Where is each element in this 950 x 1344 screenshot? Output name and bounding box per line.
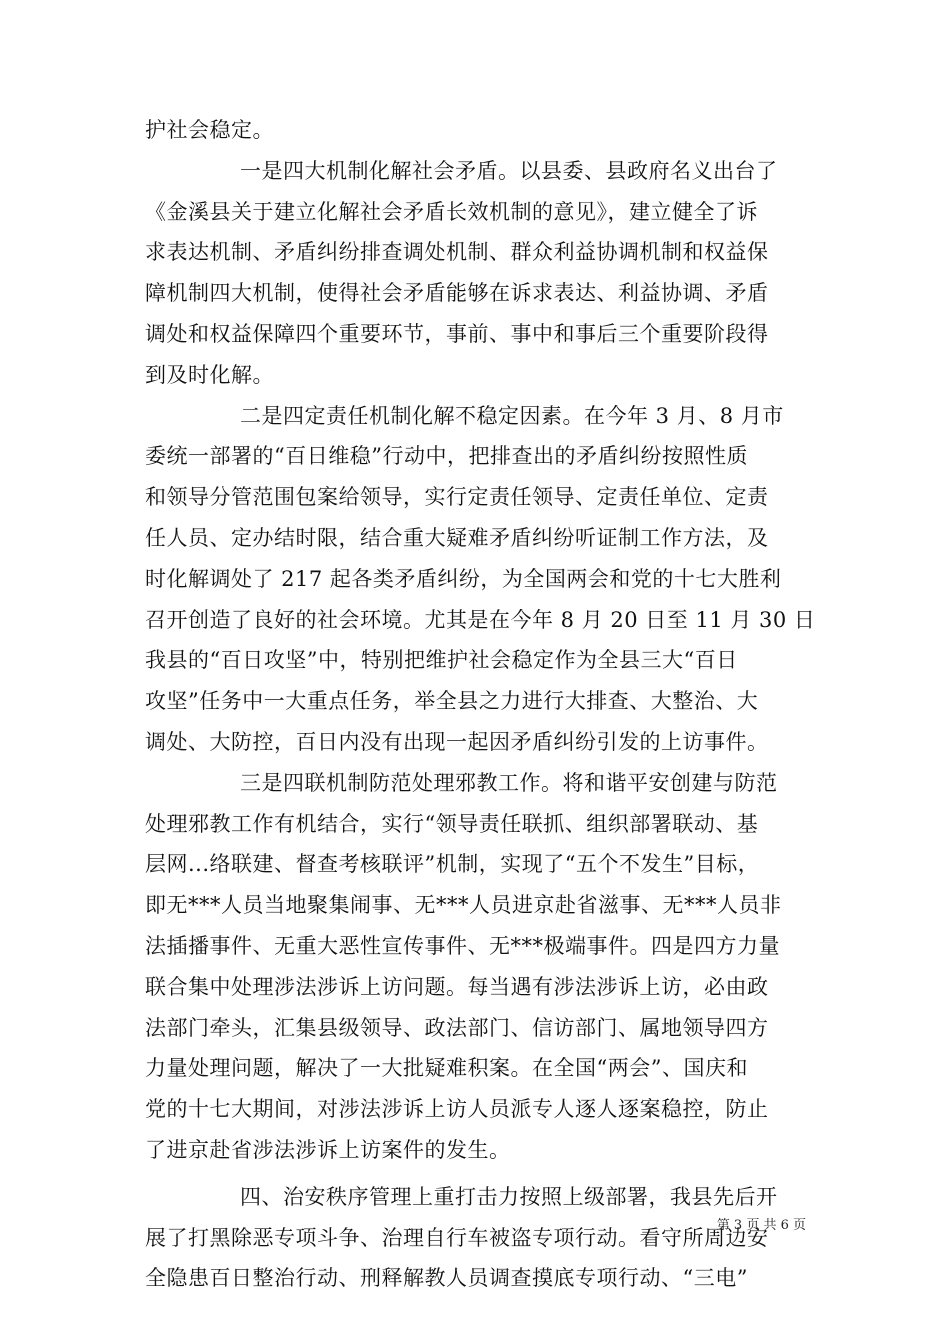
paragraph-start-line: 一是四大机制化解社会矛盾。以县委、县政府名义出台了 — [240, 158, 778, 183]
text-line: 《金溪县关于建立化解社会矛盾长效机制的意见》，建立健全了诉 — [145, 199, 758, 224]
text-line: 和领导分管范围包案给领导，实行定责任领导、定责任单位、定责 — [145, 485, 769, 510]
text-line: 求表达机制、矛盾纠纷排查调处机制、群众利益协调机制和权益保 — [145, 240, 769, 265]
text-line: 处理邪教工作有机结合，实行“领导责任联抓、组织部署联动、基 — [145, 811, 759, 836]
text-line: 召开创造了良好的社会环境。尤其是在今年 8 月 20 日至 11 月 30 日 — [145, 607, 816, 632]
text-line: 任人员、定办结时限，结合重大疑难矛盾纠纷听证制工作方法，及 — [145, 525, 769, 550]
text-line: 到及时化解。 — [145, 362, 274, 387]
text-line: 层网...络联建、督查考核联评”机制，实现了“五个不发生”目标， — [145, 852, 760, 877]
document-body — [145, 110, 816, 1299]
text-line: 委统一部署的“百日维稳”行动中，把排查出的矛盾纠纷按照性质 — [145, 444, 748, 469]
paragraph-start-line: 三是四联机制防范处理邪教工作。将和谐平安创建与防范 — [240, 770, 778, 795]
text-line: 全隐患百日整治行动、刑释解教人员调查摸底专项行动、“三电” — [145, 1266, 748, 1291]
text-line: 即无***人员当地聚集闹事、无***人员进京赴省滋事、无***人员非 — [145, 893, 782, 918]
text-line: 攻坚”任务中一大重点任务，举全县之力进行大排查、大整治、大 — [145, 689, 759, 714]
text-line: 护社会稳定。 — [145, 118, 274, 142]
paragraph-start-line: 二是四定责任机制化解不稳定因素。在今年 3 月、8 月市 — [240, 403, 784, 428]
paragraph-start-line: 四、治安秩序管理上重打击力按照上级部署，我县先后开 — [240, 1184, 778, 1209]
text-line: 了进京赴省涉法涉诉上访案件的发生。 — [145, 1137, 511, 1162]
text-line: 调处、大防控，百日内没有出现一起因矛盾纠纷引发的上访事件。 — [145, 729, 769, 754]
text-line: 时化解调处了 217 起各类矛盾纠纷，为全国两会和党的十七大胜利 — [145, 566, 782, 591]
page-number: 第 3 页 共 6 页 — [716, 1218, 806, 1233]
text-line: 法插播事件、无重大恶性宣传事件、无***极端事件。四是四方力量 — [145, 933, 780, 958]
text-line: 联合集中处理涉法涉诉上访问题。每当遇有涉法涉诉上访，必由政 — [145, 974, 769, 999]
text-line: 党的十七大期间，对涉法涉诉上访人员派专人逐人逐案稳控，防止 — [145, 1097, 769, 1122]
text-line: 法部门牵头，汇集县级领导、政法部门、信访部门、属地领导四方 — [145, 1015, 769, 1040]
text-line: 调处和权益保障四个重要环节，事前、事中和事后三个重要阶段得 — [145, 321, 769, 346]
text-line: 障机制四大机制，使得社会矛盾能够在诉求表达、利益协调、矛盾 — [145, 281, 769, 306]
text-line: 展了打黑除恶专项斗争、治理自行车被盗专项行动。看守所周边安 — [145, 1225, 769, 1250]
text-line: 我县的“百日攻坚”中，特别把维护社会稳定作为全县三大“百日 — [145, 648, 738, 673]
text-line: 力量处理问题，解决了一大批疑难积案。在全国“两会”、国庆和 — [145, 1056, 748, 1081]
